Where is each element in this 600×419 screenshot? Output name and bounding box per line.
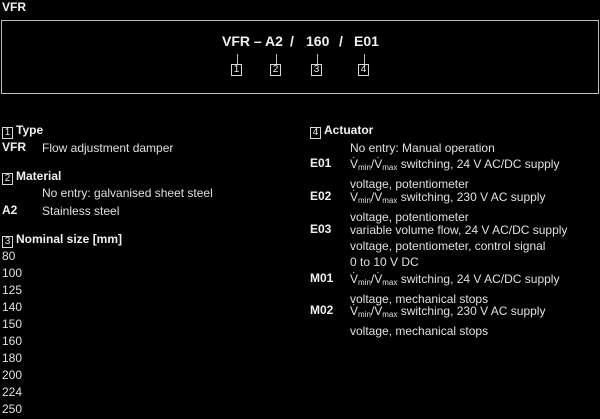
size-value: 160 bbox=[2, 334, 23, 348]
actuator-desc bbox=[350, 222, 600, 270]
callout-2: 2 bbox=[270, 64, 281, 76]
section-size-title bbox=[2, 232, 122, 248]
leader-line-2 bbox=[276, 54, 277, 64]
sub-max: max bbox=[382, 310, 398, 319]
v-symbol: · V bbox=[350, 272, 358, 286]
actuator-line2: voltage, potentiometer bbox=[350, 210, 469, 224]
actuator-line1: switching, 24 V AC/DC supply bbox=[397, 272, 560, 286]
actuator-line1: switching, 24 V AC/DC supply bbox=[397, 157, 560, 171]
code-separator-2: / bbox=[339, 33, 343, 49]
actuator-desc: · $V_{min}/\cdot V_{max}$ switching, 230 V AC supply voltage, mechanical stops bbox=[350, 303, 600, 339]
sub-max: max bbox=[382, 196, 398, 205]
section-material-label: Material bbox=[16, 169, 62, 183]
section-type-label: Type bbox=[16, 123, 44, 137]
size-value: 200 bbox=[2, 368, 23, 382]
actuator-code: E03 bbox=[310, 222, 332, 236]
material-code: A2 bbox=[2, 203, 18, 217]
section-material-number: 2 bbox=[2, 173, 13, 185]
v-symbol: · V bbox=[374, 157, 382, 171]
callout-4: 4 bbox=[358, 64, 369, 76]
section-type-title bbox=[2, 123, 43, 139]
section-actuator-label: Actuator bbox=[324, 123, 374, 137]
sub-min: min bbox=[358, 310, 371, 319]
actuator-code: E02 bbox=[310, 189, 332, 203]
actuator-code: M01 bbox=[310, 271, 334, 285]
v-symbol: · V bbox=[350, 304, 358, 318]
callout-3: 3 bbox=[311, 64, 322, 76]
code-size: 160 bbox=[306, 33, 330, 49]
leader-line-3 bbox=[317, 54, 318, 64]
material-desc: No entry: galvanised sheet steel bbox=[42, 186, 213, 200]
size-value: 125 bbox=[2, 283, 23, 297]
sub-min: min bbox=[358, 278, 371, 287]
v-symbol: · V bbox=[374, 190, 382, 204]
v-symbol: · V bbox=[350, 190, 358, 204]
material-desc: Stainless steel bbox=[42, 204, 120, 218]
leader-line-1 bbox=[237, 54, 238, 64]
section-size-label: Nominal size [mm] bbox=[16, 232, 123, 246]
actuator-desc: · $V_{min}/\cdot V_{max}$ switching, 24 V AC/DC supply voltage, mechanical stops bbox=[350, 271, 600, 307]
section-actuator-number: 4 bbox=[310, 127, 321, 139]
v-symbol: · V bbox=[350, 157, 358, 171]
sub-min: min bbox=[358, 163, 371, 172]
sub-max: max bbox=[382, 163, 398, 172]
size-value: 100 bbox=[2, 266, 23, 280]
size-value: 150 bbox=[2, 317, 23, 331]
order-code-box bbox=[1, 20, 599, 94]
actuator-no-entry: No entry: Manual operation bbox=[350, 141, 495, 155]
actuator-line3: 0 to 10 V DC bbox=[350, 255, 419, 269]
size-value: 80 bbox=[2, 249, 16, 263]
sub-min: min bbox=[358, 196, 371, 205]
section-type-number: 1 bbox=[2, 127, 13, 139]
size-value: 224 bbox=[2, 385, 23, 399]
size-value: 250 bbox=[2, 402, 23, 416]
sub-max: max bbox=[382, 278, 398, 287]
actuator-code: M02 bbox=[310, 303, 334, 317]
leader-line-4 bbox=[364, 54, 365, 64]
actuator-line1: switching, 230 V AC supply bbox=[397, 190, 546, 204]
actuator-line2: voltage, mechanical stops bbox=[350, 292, 489, 306]
actuator-code: E01 bbox=[310, 156, 332, 170]
callout-1: 1 bbox=[231, 64, 242, 76]
actuator-desc: · $V_{min}/\cdot V_{max}$ switching, 24 V AC/DC supply voltage, potentiometer bbox=[350, 156, 600, 192]
v-symbol: · V bbox=[374, 272, 382, 286]
size-value: 180 bbox=[2, 351, 23, 365]
actuator-line2: voltage, potentiometer bbox=[350, 177, 469, 191]
actuator-line2: voltage, potentiometer, control signal bbox=[350, 239, 546, 253]
type-desc: Flow adjustment damper bbox=[42, 141, 174, 155]
actuator-desc: · $V_{min}/\cdot V_{max}$ switching, 230 V AC supply voltage, potentiometer bbox=[350, 189, 600, 225]
code-separator-1: / bbox=[290, 33, 294, 49]
code-actuator: E01 bbox=[354, 33, 379, 49]
order-code bbox=[0, 33, 600, 53]
v-symbol: · V bbox=[374, 304, 382, 318]
actuator-line1: switching, 230 V AC supply bbox=[397, 304, 546, 318]
section-actuator-title bbox=[310, 123, 373, 139]
code-type-material: VFR – A2 bbox=[222, 33, 283, 49]
actuator-line1: variable volume flow, 24 V AC/DC supply bbox=[350, 223, 568, 237]
type-code: VFR bbox=[2, 140, 26, 154]
size-list bbox=[2, 248, 22, 418]
actuator-line2: voltage, mechanical stops bbox=[350, 324, 489, 338]
section-size-number: 3 bbox=[2, 236, 13, 248]
page-heading: VFR bbox=[2, 0, 26, 14]
size-value: 140 bbox=[2, 300, 23, 314]
section-material-title bbox=[2, 169, 61, 185]
